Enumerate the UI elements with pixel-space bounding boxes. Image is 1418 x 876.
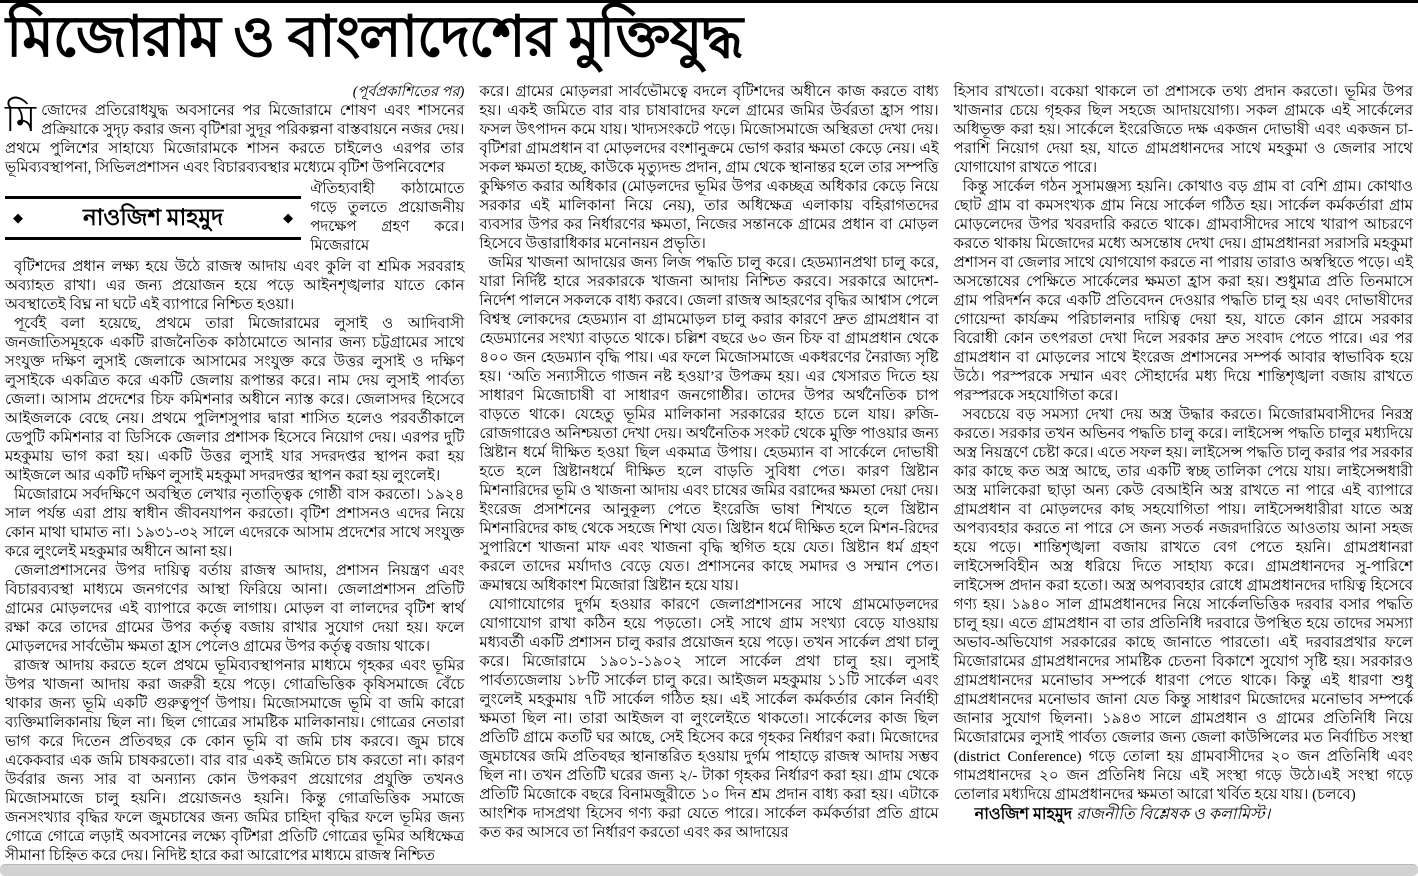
byline-author-role: রাজনীতি বিশ্লেষক ও কলামিস্ট। — [1076, 806, 1271, 823]
diamond-icon: ◆ — [13, 210, 23, 226]
column-3 — [954, 83, 1413, 855]
paragraph: পূর্বেই বলা হয়েছে, প্রথমে তারা মিজোরামের লুসাই ও আদিবাসী জনজাতিসমূহকে একটি রাজনৈতিক কাঠামোতে আনার জন্য চট্টগ্রামের সাথে সংযুক্ত দক্ষিণ লুসাই জেলাকে আসামের সংযুক্ত করে উত্তর লুসাই ও দক্ষিণ লুসাইকে একত্রিত করে একটি জেলায় রূপান্তর করে। নাম দেয় লুসাই পার্বত্য জেলা। আসাম প্রদেশের চিফ কমিশনার অধীনে ন্যাস্ত করে। জেলাসদর হিসেবে আইজলকে বেছে নেয়। প্রথমে পুলিশসুপার দ্বারা শাসিত হলেও পরবর্তীকালে ডেপুটি কমিশনার বা ডিসিকে জেলার প্রশাসক হিসেবে নিয়োগ দেয়। এরপর দুটি মহকুমায় ভাগ করা হয়। একটি উত্তর লুসাই যার সদরদপ্তর স্থাপন করা হয় আইজলে আর একটি দক্ষিণ লুসাই মহকুমা সদরদপ্তর স্থাপন করা হয় লুংলেই। — [5, 316, 465, 484]
paragraph — [5, 99, 465, 178]
paragraph: করে। গ্রামের মোড়লরা সার্বভৌমত্বে বদলে বৃটিশদের অধীনে কাজ করতে বাধ্য হয়। একই জমিতে বার বার চাষাবাদের ফলে গ্রামের জমির উর্বরতা হ্রাস পায়। ফসল উৎপাদন কমে যায়। খাদ্যসংকটে পড়ে। মিজোসমাজে অস্থিরতা দেখা দেয়। বৃটিশরা গ্রামপ্রধান বা মোড়লদের বংশানুক্রমে ভোগ করার ক্ষমতা কেড়ে নেয়। এই সকল ক্ষমতা হচ্ছে, কাউকে মৃত্যুদন্ড প্রদান, গ্রাম থেকে স্থানান্তর হলে তার সম্পত্তি কুক্ষিগত করার অধিকার (মোড়লদের ভূমির উপর একচ্ছত্র অধিকার কেড়ে নিয়ে সরকার এই মালিকানা নিয়ে নেয়), তার অধিক্ষেত্র এলাকায় বহিরাগতদের ব্যবসার উপর কর নির্ধারণের ক্ষমতা, নিজের সন্তানকে গ্রামের প্রধান বা মোড়ল হিসেবে উত্তারাধিকার মনোনয়ন প্রভৃতি। — [479, 84, 939, 252]
author-box-row — [5, 180, 464, 256]
byline — [954, 805, 1413, 824]
diamond-icon: ◆ — [283, 210, 294, 226]
article-title: মিজোরাম ও বাংলাদেশের মুক্তিযুদ্ধ — [6, 6, 743, 69]
author-box — [5, 196, 301, 239]
drop-cap: মি — [5, 99, 37, 140]
paragraph: যোগাযোগের দুর্গম হওয়ার কারণে জেলাপ্রশাসনের সাথে গ্রামমোড়লদের যোগাযোগ রাখা কঠিন হয়ে পড়তো। সেই সাথে গ্রাম সংখ্যা বেড়ে যাওয়ায় মধ্যবর্তী একটি প্রশাসন চালু করার প্রয়োজন হয়ে পড়ে। তখন সার্কেল প্রথা চালু করে। মিজোরামে ১৯০১-১৯০২ সালে সার্কেল প্রথা চালু হয়। লুসাই পার্বত্যজেলায় ১৮টি সার্কেল চালু করে। আইজল মহকুমায় ১১টি সার্কেল এবং লুংলেই মহকুমায় ৭টি সার্কেল গঠিত হয়। এই সার্কেল কর্মকর্তার কোন নির্বাহী ক্ষমতা ছিল না। তারা আইজল বা লুংলেইতে থাকতো। সার্কেলের কাজ ছিল প্রতিটি গ্রামে কতটি ঘর আছে, সেই হিসেব করে গৃহকর নির্ধারণ করা। মিজোদের জুমচাষের জমি প্রতিবছর স্থানান্তরিত হওয়ায় দুর্গম পাহাড়ে রাজস্ব আদায় সম্ভব ছিল না। তখন প্রতিটি ঘরের জন্য ২/- টাকা গৃহকর নির্ধারণ করা হয়। গ্রাম থেকে প্রতিটি মিজোকে বছরে বিনামজুরীতে ১০ দিন শ্রম প্রদান বাধ্য করা হয়। এটাকে আংশিক দাসপ্রথা হিসেব গণ্য করা যেতে পারে। সার্কেল কর্মকর্তারা প্রতি গ্রামে কত কর আসবে তা নির্ধারণ করতো এবং কর আদায়ের — [479, 597, 939, 841]
horizontal-scrollbar[interactable] — [0, 864, 1418, 876]
author-box-name: নাওজিশ মাহমুদ — [82, 205, 224, 231]
paragraph: রাজস্ব আদায় করতে হলে প্রথমে ভূমিব্যবস্থাপনার মাধ্যমে গৃহকর এবং ভূমির উপর খাজনা আদায় করা জরুরী হয়ে পড়ে। গোত্রভিত্তিক কৃষিসমাজে বেঁচে থাকার জন্য ভূমি একটি গুরুত্বপূর্ণ উপায়। মিজোসমাজে ভূমি বা জমি কারো ব্যক্তিমালিকানায় ছিল না। ছিল গোত্রের সামষ্টিক মালিকানায়। গোত্রের নেতারা ভাগ করে দিতেন প্রতিবছর কে কোন ভূমি বা জমি চাষ করবে। জুম চাষে একেকবার এক জমি চাষকরতো। বার বার একই জমিতে চাষ করতো না। কারণ উর্বরার জন্য সার বা অন্যান্য কোন উপকরণ প্রয়োগের প্রযুক্তি তখনও মিজোসমাজে চালু হয়নি। প্রয়োজনও হয়নি। কিন্তু গোত্রভিত্তিক সমাজে জনসংখ্যার বৃদ্ধির ফলে জুমচাষের জন্য জমির চাহিদা বৃদ্ধির ফলে ভূমির জন্য গোত্রে গোত্রে লড়াই অবসানের লক্ষ্যে বৃটিশরা প্রতিটি গোত্রের ভূমির অধিক্ষেত্র সীমানা চিহ্নিত করে দেয়। নিদিষ্ট হারে করা আরোপের মাধ্যমে রাজস্ব নিশ্চিত — [5, 658, 465, 864]
paragraph: বৃটিশদের প্রধান লক্ষ্য হয়ে উঠে রাজস্ব আদায় এবং কুলি বা শ্রমিক সরবরাহ অব্যাহত রাখা। এর জন্য প্রয়োজন হয়ে পড়ে আইনশৃঙ্খলার যাতে কোন অবস্থাতেই বিঘ্ন না ঘটে এই ব্যাপারে নিশ্চিত হওয়া। — [5, 259, 465, 313]
article-columns — [0, 82, 1418, 864]
column-2 — [479, 83, 938, 855]
paragraph: হিসাব রাখতো। বকেয়া থাকলে তা প্রশাসকে তথ্য প্রদান করতো। ভূমির উপর খাজনার চেয়ে গৃহকর ছিল সহজে আদায়যোগ্য। সকল গ্রামকে এই সার্কেলের অধিভূক্ত করা হয়। সার্কেলে ইংরেজিতে দক্ষ একজন দোভাষী এবং একজন চা-পরাশি নিয়োগ দেয়া হয়, যাতে গ্রামপ্রধানদের সাথে মহকুমা ও জেলার সাথে যোগাযোগ রাখতে পারে। — [953, 84, 1413, 176]
top-rule — [0, 0, 1418, 3]
continuation-note: (পূর্বপ্রকাশিতের পর) — [352, 84, 465, 100]
paragraph: কিন্তু সার্কেল গঠন সুসামঞ্জস্য হয়নি। কোথাও বড় গ্রাম বা বেশি গ্রাম। কোথাও ছোট গ্রাম বা কমসংখ্যক গ্রাম নিয়ে সার্কেল গঠিত হয়। সার্কেল কর্মকর্তারা গ্রাম মোড়লেদের উপর খবরদারি করতে থাকে। গ্রামবাসীদের সাথে খারাপ আচরণে করতে থাকায় মিজোদের মধ্যে অসন্তোষ দেখা দেয়। গ্রামপ্রধানরা সরাসরি মহকুমা প্রশাসন বা জেলার সাথে যোগযোগ করতে না পারায় তারাও অস্বস্থিতে পড়ে। এই অসন্তোষের পেক্ষিতে সার্কেলের ক্ষমতা হ্রাস করা হয়। শুধুমাত্র প্রতি তিনমাসে গ্রাম পরিদর্শন করে একটি প্রতিবেদন দেওয়ার পদ্ধতি চালু হয় এবং দোভাষীদের গোয়েন্দা কার্যক্রম পরিচালনার দায়িত্ব দেয়া হয়, যাতে কোন গ্রামে সরকার বিরোধী কোন তৎপরতা দেখা দিলে সরকার দ্রুত সংবাদ পেতে পারে। এর পর গ্রামপ্রধান বা মোড়লের সাথে ইংরেজ প্রশাসনের সম্পর্ক আবার স্বাভাবিক হয়ে উঠে। পরস্পরকে সম্মান এবং সৌহার্দের মধ্য দিয়ে শান্তিশৃঙ্খলা বজায় রাখতে পরস্পরকে সহযোগিতা করে। — [953, 179, 1413, 404]
paragraph-text: ঐতিহ্যবাহী কাঠামোতে গড়ে তুলতে প্রয়োজনীয় পদক্ষেপ গ্রহণ করে। মিজেরামে — [310, 181, 465, 254]
paragraph-text: জোদের প্রতিরোধযুদ্ধ অবসানের পর মিজোরামে শোষণ এবং শাসনের প্রক্রিয়াকে সুদৃঢ় করার জন্য বৃটিশরা সুদূর পরিকল্পনা বাস্তবায়নে নজর দেয়। প্রথমে পুলিশের সাহায্যে মিজোরামকে শাসন করতে চাইলেও এরপর তার ভূমিব্যবস্থাপনা, সিভিলপ্রশাসন এবং বিচারব্যবস্থার মধ্যেমে বৃটিশ উপনিবেশের — [5, 103, 465, 176]
paragraph: সবচেয়ে বড় সমস্যা দেখা দেয় অস্ত্র উদ্ধার করতে। মিজোরামবাসীদের নিরস্ত্র করতে। সরকার তখন অভিনব পদ্ধতি চালু করে। লাইসেন্স পদ্ধতি চালুর মধ্যদিয়ে অস্ত্র নিয়ন্ত্রণে চেষ্টা করে। এতে সফল হয়। লাইসেন্স পদ্ধতি চালু করার পর সরকার কার কাছে কত অস্ত্র আছে, তার একটি স্বচ্ছ তালিকা পেয়ে যায়। লাইসেন্সধারী অস্ত্র মালিকেরা ছাড়া অন্য কেউ বেআইনি অস্ত্র রাখতে না পারে এই ব্যাপারে গ্রামপ্রধান বা মোড়লদের কাছ সহযোগিতা পায়। লাইসেন্সধারীরা যাতে অস্ত্র অপব্যবহার করতে না পারে সে জন্য সতর্ক নজরদারিতে আওতায় আনা সহজ হয়ে পড়ে। শান্তিশৃঙ্খলা বজায় রাখতে বেগ পেতে হয়নি। গ্রামপ্রধানরা লাইসেন্সবিহীন অস্ত্র ধরিয়ে দিতে সাহায্য করে। গ্রামপ্রধানদের সু-পারিশে লাইসেন্স প্রদান করা হতো। অস্ত্র অপব্যবহার রোধে গ্রামপ্রধানদের দায়িত্ব হিসেবে গণ্য হয়। ১৯৪০ সাল গ্রামপ্রধানদের নিয়ে সার্কেলভিত্তিক দরবার বসার পদ্ধতি চালু হয়। এতে গ্রামপ্রধান বা তার প্রতিনিধি দরবারে উপস্থিত হয়ে তাদের সমস্যা অভাব-অভিযোগ সরকারের কাছে জানাতে পারতো। এই দরবারপ্রথার ফলে মিজোরামের গ্রামপ্রধানদের সামষ্টিক চেতনা বিকাশে সুযোগ সৃষ্টি হয়। সরকারও গ্রামপ্রধানদের মনোভাব সম্পর্কে ধারণা পেতে থাকে। কিন্তু এই ধারণা শুধু গ্রামপ্রধানদের মনোভাব জানা যেত কিন্তু সাধারণ মিজোদের মনোভাব সম্পর্কে জানার সুযোগ ছিলনা। ১৯৪৩ সালে গ্রামপ্রধান ও গ্রামের প্রতিনিধি নিয়ে মিজোরামের লুসাই পার্বত্য জেলার জন্য জেলা কাউন্সিলের মত নির্বাচিত সংস্থা (district Conference) গড়ে তোলা হয় গ্রামবাসীদের ২০ জন প্রতিনিধি এবং গামপ্রধানদের ২০ জন প্রতিনিধ নিয়ে এই সংস্থা গড়ে উঠে।এই সংস্থা গড়ে তোলার মধ্যদিয়ে গ্রামপ্রধানদের ক্ষমতা আরো খর্বিত হয়ে যায়। (চলবে) — [953, 407, 1413, 803]
paragraph: জেলাপ্রশাসনের উপর দায়িত্ব বর্তায় রাজস্ব আদায়, প্রশাসন নিয়ন্ত্রণ এবং বিচারব্যবস্থা মাধ্যমে জনগণের আস্থা ফিরিয়ে আনা। জেলাপ্রশাসন প্রতিটি গ্রামের মোড়লদের এই ব্যাপারে কজে লাগায়। মোড়ল বা লালদের বৃটিশ স্বার্থ রক্ষা করে তাদের গ্রামের উপর কর্তৃত্ব বজায় রাখার সুযোগ দেয়া হয়। ফলে মোড়লদের সার্বভৌম ক্ষমতা হ্রাস পেলেও গ্রামের উপর কর্তৃত্ব বজায় থাকে। — [5, 563, 465, 655]
byline-author-name: নাওজিশ মাহমুদ — [974, 806, 1073, 823]
column-1 — [5, 83, 465, 864]
paragraph: জমির খাজনা আদায়ের জন্য লিজ পদ্ধতি চালু করে। হেডম্যানপ্রথা চালু করে, যারা নির্দিষ্ট হারে সরকারকে খাজনা আদায় নিশ্চিত করবে। সরকারে আদেশ-নির্দেশ পালনে সকলকে বাধ্য করবে। জেলা রাজস্ব আহরণের বৃদ্ধির আশ্বাস পেলে বিশ্বস্থ লোকদের হেডম্যান বা গ্রামমোড়ল চালু করার কারণে দ্রুত গ্রামপ্রধান বা হেডম্যানের সংখ্যা বাড়তে থাকে। চল্লিশ বছরে ৬০ জন চিফ বা গ্রামপ্রধান থেকে ৪০০ জন হেডম্যান বৃদ্ধি পায়। এর ফলে মিজোসমাজে একধরণের নৈরাজ্য সৃষ্টি হয়। ‘অতি সন্যাসীতে গাজন নষ্ট হওয়া’র উপক্রম হয়। এর খেসারত দিতে হয় সাধারণ মিজোচাষী বা সাধারণ জনগোষ্ঠীর। তাদের উপর অর্থনৈতিক চাপ বাড়তে থাকে। যেহেতু ভূমির মালিকানা সরকারের হাতে চলে যায়। রুজি-রোজগারেও অনিশ্চয়তা দেখা দেয়। অর্থনৈতিক সংকট থেকে মুক্তি পাওয়ার জন্য খ্রিষ্টান ধর্মে দীক্ষিত হওয়া ছিল একমাত্র উপায়। হেডম্যান বা সার্কেলে দোভাষী হতে হলে খ্রিষ্টানধর্মে দীক্ষিত হলে বাড়তি সুবিধা পেত। কারণ খ্রিষ্টান মিশনারিদের ভূমি ও খাজনা আদায় এবং চাষের জমির বরাদ্দের ক্ষমতা দেয়া দেয়। ইংরেজ প্রসাশনের আনুকূল্য পেতে ইংরেজি ভাষা শিখতে হলে খ্রিষ্টান মিশনারিদের কাছ থেকে সহজে শিখা যেত। খ্রিষ্টান ধর্মে দীক্ষিত হলে মিশন-রিদের সুপারিশে খাজনা মাফ এবং খাজনা বৃদ্ধি স্থগিত হয়ে যেত। খ্রিষ্টান ধর্ম গ্রহণ করলে তাদের মর্যাদাও বেড়ে যেত। প্রশাসনের কাছে সমাদর ও সম্মান পেত। ক্রমান্বয়ে অধিকাংশ মিজোরা খ্রিষ্টান হয়ে যায়। — [479, 255, 939, 594]
paragraph: মিজোরামে সর্বদক্ষিণে অবস্থিত লেখার নৃতাত্ত্বিক গোষ্ঠী বাস করতো। ১৯২৪ সাল পর্যন্ত এরা প্রায় স্বাধীন জীবনযাপন করতো। বৃটিশ প্রশাসনও এদের নিয়ে কোন মাথা ঘামাত না। ১৯৩১-৩২ সালে এদেরকে আসাম প্রদেশের সাথে সংযুক্ত করে লুংলেই মহকুমার অধীনে আনা হয়। — [5, 487, 465, 560]
article-header — [0, 0, 1418, 82]
